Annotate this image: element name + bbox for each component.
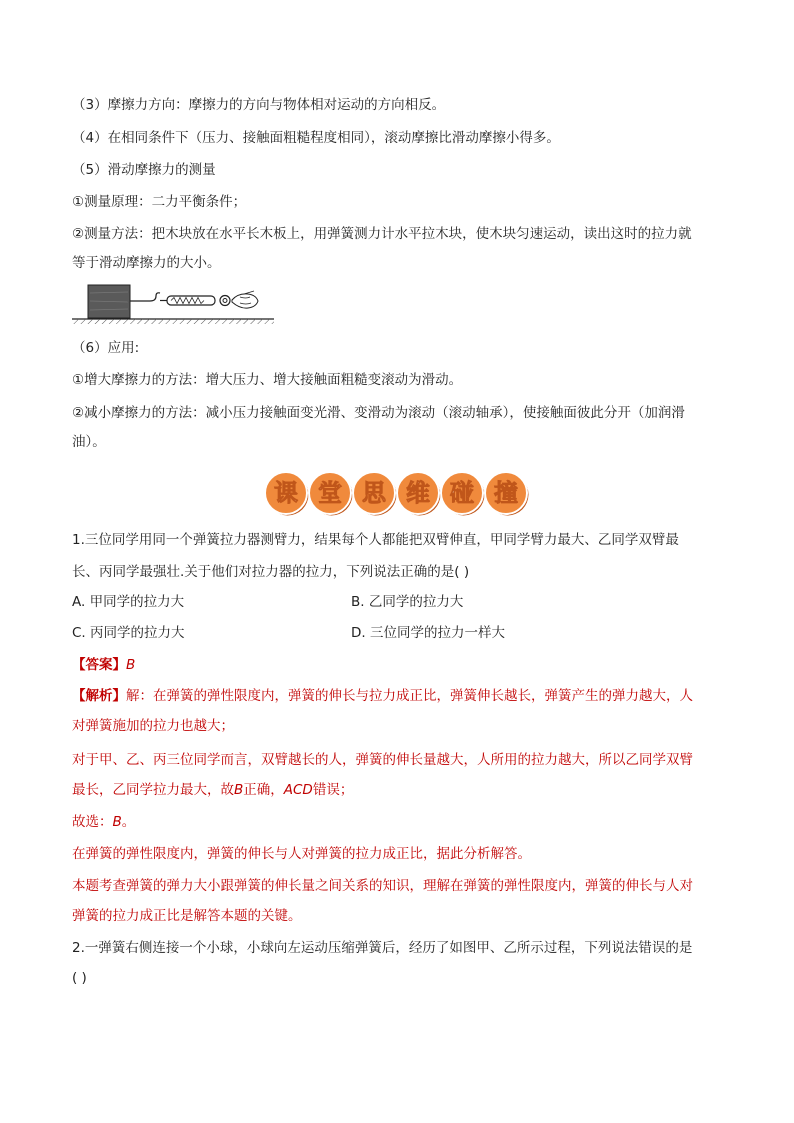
q1-analysis-line1 xyxy=(72,686,693,706)
q2-stem-line1: 2.一弹簧右侧连接一个小球，小球向左运动压缩弹簧后，经历了如图甲、乙所示过程，下列说法错误的是 xyxy=(72,940,693,956)
wood-block xyxy=(88,285,130,318)
banner-char-tile xyxy=(485,472,529,516)
analysis-text: 解：在弹簧的弹性限度内，弹簧的伸长与拉力成正比，弹簧伸长越长，弹簧产生的弹力越大，人 xyxy=(126,688,693,704)
banner-char: 思 xyxy=(362,479,386,507)
choose-value: B xyxy=(112,814,122,830)
spring-scale-apparatus-figure xyxy=(72,283,282,325)
banner-char: 堂 xyxy=(318,479,342,507)
para-friction-direction: （3）摩擦力方向：摩擦力的方向与物体相对运动的方向相反。 xyxy=(72,97,446,113)
q1-review-line1: 本题考查弹簧的弹力大小跟弹簧的伸长量之间关系的知识，理解在弹簧的弹性限度内，弹簧的伸长与人对 xyxy=(72,878,693,894)
answer-value: B xyxy=(126,657,136,673)
banner-char: 维 xyxy=(406,479,430,507)
q1-analysis-line3: 对于甲、乙、丙三位同学而言，双臂越长的人，弹簧的伸长量越大，人所用的拉力越大，所以乙同学双臂 xyxy=(72,752,693,768)
banner-char-tile xyxy=(353,472,397,516)
q1-summary: 在弹簧的弹性限度内，弹簧的伸长与人对弹簧的拉力成正比，据此分析解答。 xyxy=(72,846,531,862)
choose-text: 。 xyxy=(121,814,136,830)
analysis-choice: ACD xyxy=(283,782,313,798)
para-measurement-method-line1: ②测量方法：把木块放在水平长木板上，用弹簧测力计水平拉木块，使木块匀速运动，读出这时的拉力就 xyxy=(72,226,692,242)
para-measurement-method-line2: 等于滑动摩擦力的大小。 xyxy=(72,255,221,271)
banner-char-tile xyxy=(265,472,309,516)
q1-option-d: D. 三位同学的拉力一样大 xyxy=(351,625,505,641)
spring-scale xyxy=(130,293,230,306)
para-rolling-friction: （4）在相同条件下（压力、接触面粗糙程度相同），滚动摩擦比滑动摩擦小得多。 xyxy=(72,130,560,146)
para-increase-friction: ①增大摩擦力的方法：增大压力、增大接触面粗糙变滚动为滑动。 xyxy=(72,372,463,388)
banner-char-tile xyxy=(397,472,441,516)
q1-review-line2: 弹簧的拉力成正比是解答本题的关键。 xyxy=(72,908,302,924)
banner-char: 碰 xyxy=(450,479,474,507)
q1-stem-line1: 1.三位同学用同一个弹簧拉力器测臂力，结果每个人都能把双臂伸直，甲同学臂力最大、乙同学双臂最 xyxy=(72,532,679,548)
q1-option-b: B. 乙同学的拉力大 xyxy=(351,594,464,610)
banner-char-tile xyxy=(309,472,353,516)
analysis-text: 错误； xyxy=(312,782,354,798)
answer-label: 【答案】 xyxy=(72,657,126,673)
banner-char: 课 xyxy=(274,479,298,507)
q2-stem-line2: ( ) xyxy=(72,970,87,986)
q1-option-a: A. 甲同学的拉力大 xyxy=(72,594,185,610)
hand-icon xyxy=(232,291,258,308)
section-banner xyxy=(262,470,532,516)
para-decrease-friction-line1: ②减小摩擦力的方法：减小压力接触面变光滑、变滑动为滚动（滚动轴承），使接触面彼此分开（加润滑 xyxy=(72,405,685,421)
para-application-heading: （6）应用: xyxy=(72,340,140,356)
banner-char: 撞 xyxy=(494,479,518,507)
choose-text: 故选： xyxy=(72,814,113,830)
para-decrease-friction-line2: 油）。 xyxy=(72,434,106,450)
analysis-label: 【解析】 xyxy=(72,688,126,704)
banner-char-tile xyxy=(441,472,485,516)
q1-option-c: C. 丙同学的拉力大 xyxy=(72,625,185,641)
analysis-text: 正确， xyxy=(243,782,284,798)
analysis-text: 最长，乙同学拉力最大，故 xyxy=(72,782,234,798)
q1-stem-line2: 长、丙同学最强壮.关于他们对拉力器的拉力，下列说法正确的是( ) xyxy=(72,564,470,580)
para-measurement-principle: ①测量原理：二力平衡条件； xyxy=(72,194,247,210)
para-measurement-heading: （5）滑动摩擦力的测量 xyxy=(72,162,216,178)
analysis-choice: B xyxy=(234,782,244,798)
table-surface xyxy=(72,319,274,324)
q1-choose-line xyxy=(72,812,135,832)
q1-analysis-line4 xyxy=(72,780,353,800)
q1-answer-line xyxy=(72,655,135,675)
q1-analysis-line2: 对弹簧施加的拉力也越大； xyxy=(72,718,234,734)
